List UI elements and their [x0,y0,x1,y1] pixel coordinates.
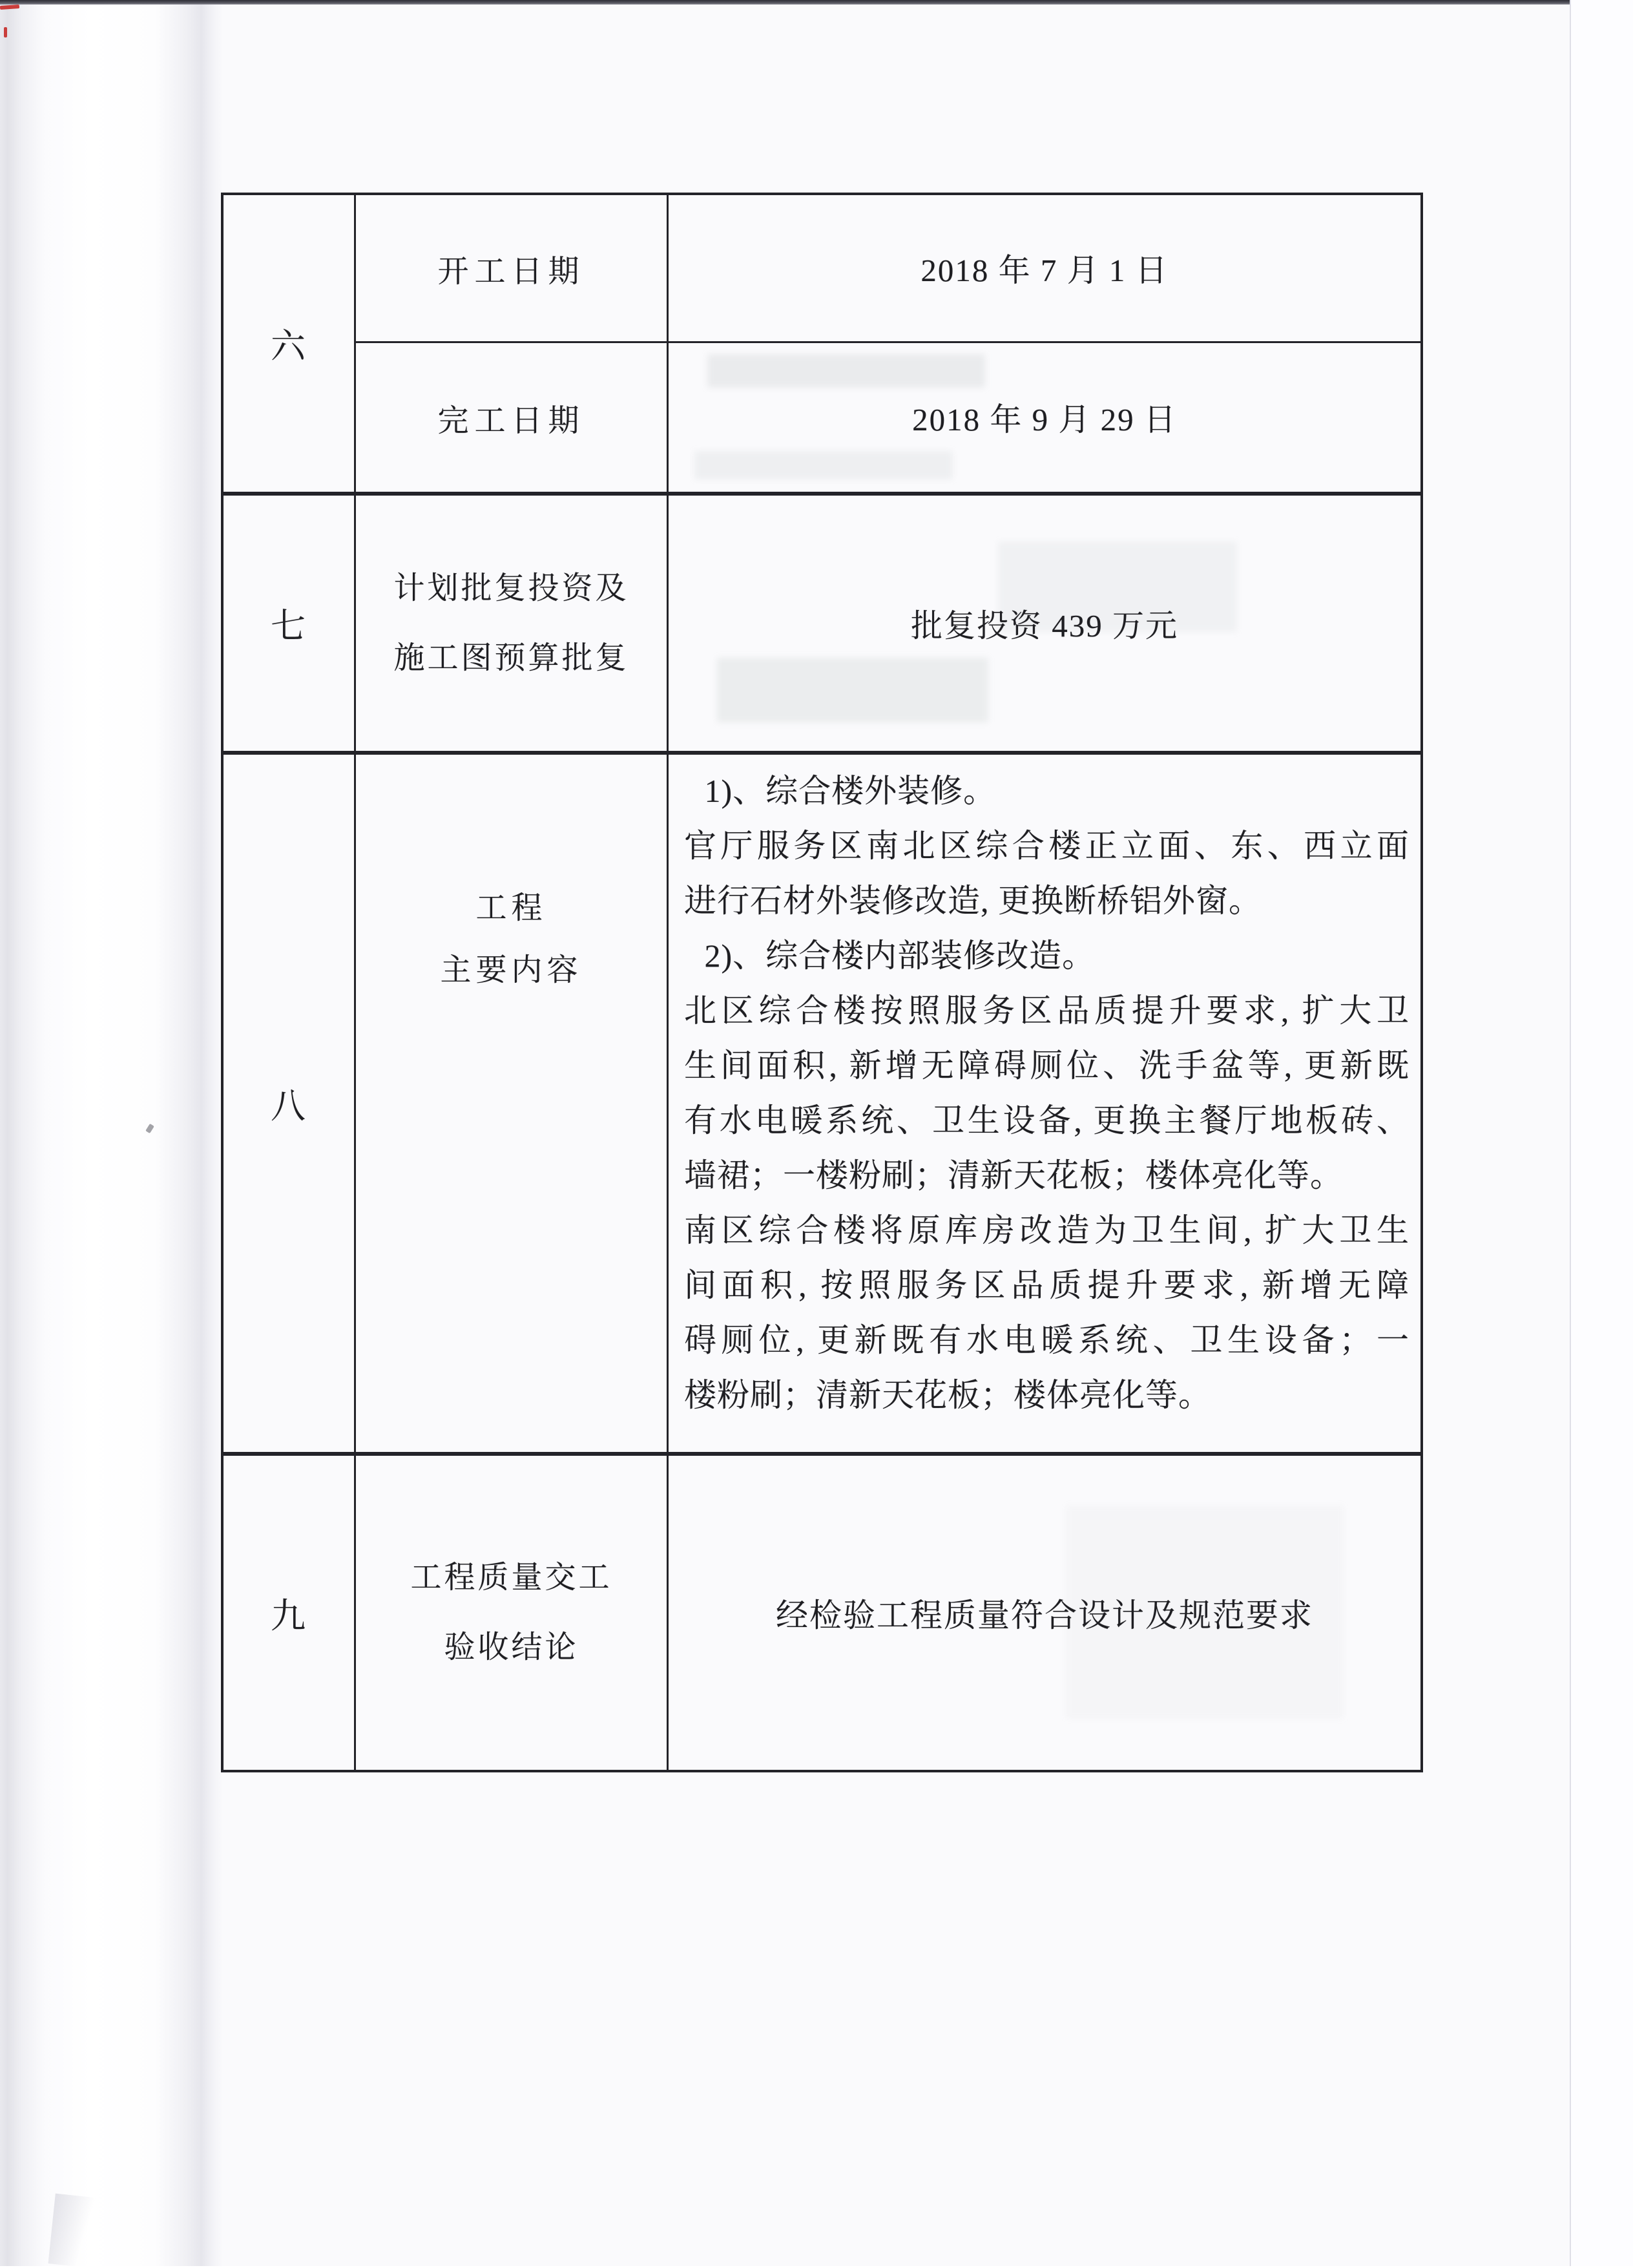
content-line: 南区综合楼将原库房改造为卫生间, 扩大卫生 [684,1212,1409,1248]
project-main-content-text [669,755,1420,1456]
red-edge-mark [4,27,7,37]
label-line: 计划批复投资及 [393,571,629,605]
scanner-edge-strip [0,0,1633,5]
label-line: 工程质量交工 [410,1560,612,1595]
investment-approval-value: 批复投资 439 万元 [669,496,1420,755]
finish-date-value: 2018 年 9 月 29 日 [669,343,1420,496]
corner-shadow [48,2194,100,2268]
row-index-eight: 八 [224,755,356,1456]
row-index-six: 六 [224,195,356,496]
label-line: 施工图预算批复 [393,640,629,675]
content-line: 2)、综合楼内部装修改造。 [696,938,1096,974]
content-line: 间面积, 按照服务区品质提升要求, 新增无障 [684,1267,1409,1303]
label-line: 验收结论 [444,1630,579,1664]
content-line: 北区综合楼按照服务区品质提升要求, 扩大卫 [684,992,1409,1029]
content-line: 生间面积, 新增无障碍厕位、洗手盆等, 更新既 [684,1047,1409,1084]
start-date-value: 2018 年 7 月 1 日 [669,195,1420,343]
row-index-nine: 九 [224,1456,356,1770]
content-line: 有水电暖系统、卫生设备, 更换主餐厅地板砖、 [684,1102,1409,1139]
start-date-label: 开工日期 [356,195,669,343]
investment-approval-label [356,496,669,755]
content-line: 1)、综合楼外装修。 [696,773,997,809]
row-index-seven: 七 [224,496,356,755]
content-line: 楼粉刷；清新天花板；楼体亮化等。 [684,1377,1211,1413]
content-line: 墙裙；一楼粉刷；清新天花板；楼体亮化等。 [684,1157,1343,1193]
label-line: 工程 [475,891,547,925]
quality-acceptance-label [356,1456,669,1770]
project-main-content-label [356,755,669,1456]
acceptance-form-table [221,193,1423,1772]
content-line: 进行石材外装修改造, 更换断桥铝外窗。 [684,883,1262,919]
page-fold-shadow [0,0,223,2266]
content-line: 碍厕位, 更新既有水电暖系统、卫生设备；一 [684,1322,1409,1358]
finish-date-label: 完工日期 [356,343,669,496]
quality-acceptance-value: 经检验工程质量符合设计及规范要求 [776,1597,1313,1633]
content-line: 官厅服务区南北区综合楼正立面、东、西立面 [684,828,1409,864]
page-right-edge [1570,0,1633,2266]
label-line: 主要内容 [440,953,583,987]
